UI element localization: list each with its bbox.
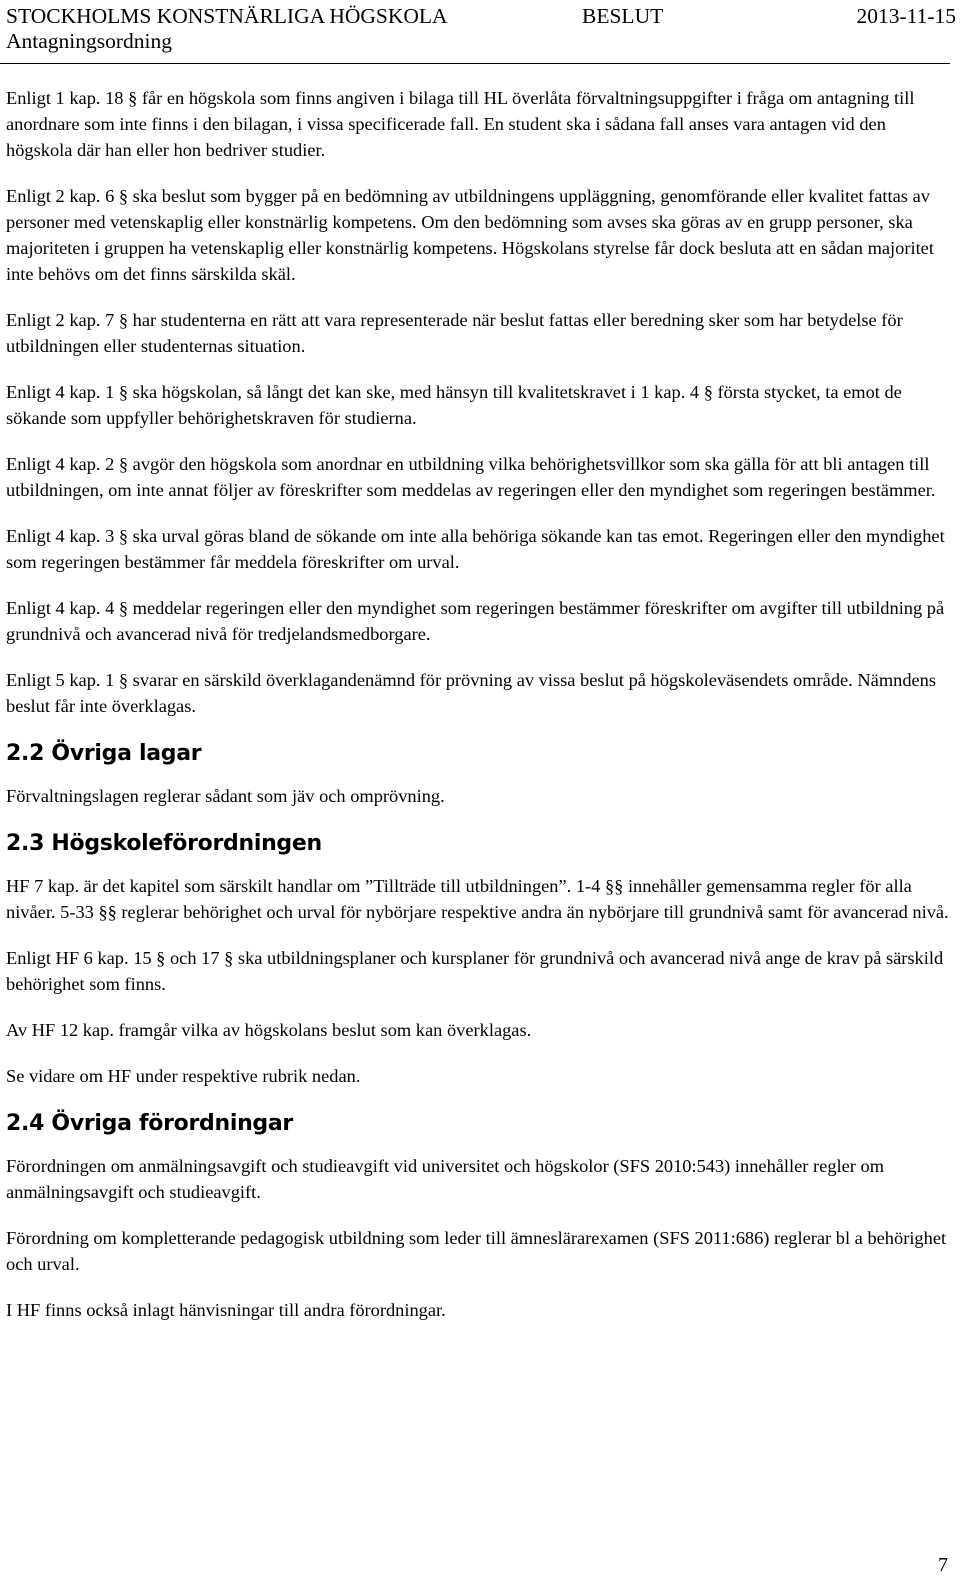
document-type: BESLUT xyxy=(582,4,664,28)
paragraph-hanvisningar: I HF finns också inlagt hänvisningar till andra förordningar. xyxy=(6,1300,446,1320)
paragraph-5-kap-1: Enligt 5 kap. 1 § svarar en särskild överklagandenämnd för prövning av vissa beslut på högskoleväsendets område. Nämndens beslut får inte överklagas. xyxy=(6,670,937,716)
header-row xyxy=(6,4,956,29)
paragraph-4-kap-3: Enligt 4 kap. 3 § ska urval göras bland de sökande om inte alla behöriga sökande kan tas emot. Regeringen eller den myndighet som regeringen bestämmer får meddela föreskrifter om urval. xyxy=(6,526,945,572)
paragraph-4-kap-2: Enligt 4 kap. 2 § avgör den högskola som anordnar en utbildning vilka behörighetsvillkor som ska gälla för att bli antagen till utbildningen, om inte annat följer av föreskrifter som meddelas av regeringen eller den myndighet som regeringen bestämmer. xyxy=(6,454,936,500)
paragraph-se-vidare: Se vidare om HF under respektive rubrik nedan. xyxy=(6,1066,361,1086)
paragraph-kompletterande-utbildning: Förordning om kompletterande pedagogisk utbildning som leder till ämneslärarexamen (SFS 2011:686) reglerar bl a behörighet och urval. xyxy=(6,1228,947,1274)
document-subtitle: Antagningsordning xyxy=(6,29,173,53)
header-divider xyxy=(0,63,950,64)
institution-name: STOCKHOLMS KONSTNÄRLIGA HÖGSKOLA xyxy=(6,4,448,28)
paragraph-anmalningsavgift: Förordningen om anmälningsavgift och studieavgift vid universitet och högskolor (SFS 2010:543) innehåller regler om anmälningsavgift och studieavgift. xyxy=(6,1156,885,1202)
paragraph-2-kap-7: Enligt 2 kap. 7 § har studenterna en rätt att vara representerade när beslut fattas eller beredning sker som har betydelse för utbildningen eller studenternas situation. xyxy=(6,310,903,356)
paragraph-1-kap-18: Enligt 1 kap. 18 § får en högskola som finns angiven i bilaga till HL överlåta förvaltningsuppgifter i fråga om antagning till anordnare som inte finns i den bilagan, i vissa specificerade fall. En student ska i sådana fall anses vara antagen vid den högskola där han eller hon bedriver studier. xyxy=(6,88,915,160)
heading-hogskoleforordningen: 2.3 Högskoleförordningen xyxy=(6,831,322,856)
heading-ovriga-lagar: 2.2 Övriga lagar xyxy=(6,741,202,766)
paragraph-forvaltningslagen: Förvaltningslagen reglerar sådant som jäv och omprövning. xyxy=(6,786,445,806)
paragraph-4-kap-4: Enligt 4 kap. 4 § meddelar regeringen eller den myndighet som regeringen bestämmer föreskrifter om avgifter till utbildning på grundnivå och avancerad nivå för tredjelandsmedborgare. xyxy=(6,598,945,644)
page-number: 7 xyxy=(938,1554,948,1576)
document-date: 2013-11-15 xyxy=(856,4,956,28)
heading-ovriga-forordningar: 2.4 Övriga förordningar xyxy=(6,1111,293,1136)
page-header xyxy=(6,4,956,53)
paragraph-hf-12-kap: Av HF 12 kap. framgår vilka av högskolans beslut som kan överklagas. xyxy=(6,1020,532,1040)
paragraph-hf-7-kap: HF 7 kap. är det kapitel som särskilt handlar om ”Tillträde till utbildningen”. 1-4 §§ innehåller gemensamma regler för alla nivåer. 5-33 §§ reglerar behörighet och urval för nybörjare respektive andra än nybörjare till grundnivå samt för avancerad nivå. xyxy=(6,876,949,922)
paragraph-hf-6-kap: Enligt HF 6 kap. 15 § och 17 § ska utbildningsplaner och kursplaner för grundnivå och avancerad nivå ange de krav på särskild behörighet som finns. xyxy=(6,948,944,994)
document-body xyxy=(6,85,954,1343)
paragraph-4-kap-1: Enligt 4 kap. 1 § ska högskolan, så långt det kan ske, med hänsyn till kvalitetskravet i 1 kap. 4 § första stycket, ta emot de sökande som uppfyller behörighetskraven för studierna. xyxy=(6,382,902,428)
paragraph-2-kap-6: Enligt 2 kap. 6 § ska beslut som bygger på en bedömning av utbildningens uppläggning, genomförande eller kvalitet fattas av personer med vetenskaplig eller konstnärlig kompetens. Om den bedömning som avses ska göras av en grupp personer, ska majoriteten i gruppen ha vetenskaplig eller konstnärlig kompetens. Högskolans styrelse får dock besluta att en sådan majoritet inte behövs om det finns särskilda skäl. xyxy=(6,186,934,284)
